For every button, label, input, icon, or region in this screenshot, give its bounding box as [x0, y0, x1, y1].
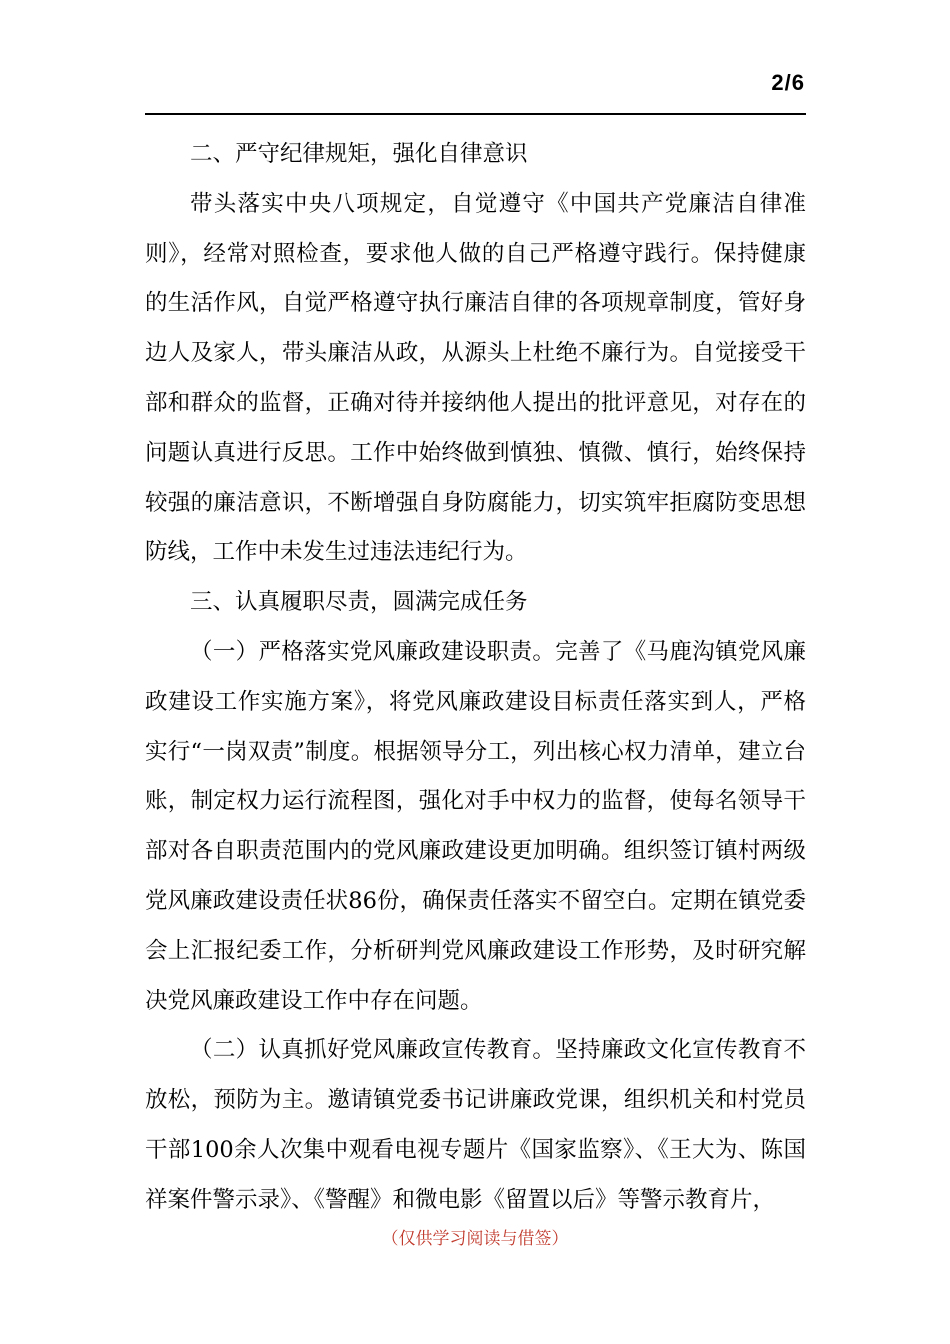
paragraph: （一）严格落实党风廉政建设职责。完善了《马鹿沟镇党风廉政建设工作实施方案》，将党风廉政建设目标责任落实到人，严格实行“一岗双责”制度。根据领导分工，列出核心权力清单，建立台账，制定权力运行流程图，强化对手中权力的监督，使每名领导干部对各自职责范围内的党风廉政建设更加明确。组织签订镇村两级党风廉政建设责任状86份，确保责任落实不留空白。定期在镇党委会上汇报纪委工作，分析研判党风廉政建设工作形势，及时研究解决党风廉政建设工作中存在问题。 — [145, 638, 806, 1014]
footer-note: （仅供学习阅读与借签） — [381, 1229, 569, 1249]
document-body — [145, 130, 806, 1226]
section-heading-2: 二、严守纪律规矩，强化自律意识 — [190, 141, 528, 167]
section-heading-3: 三、认真履职尽责，圆满完成任务 — [190, 589, 528, 616]
paragraph: 带头落实中央八项规定，自觉遵守《中国共产党廉洁自律准则》，经常对照检查，要求他人做的自己严格遵守践行。保持健康的生活作风，自觉严格遵守执行廉洁自律的各项规章制度，管好身边人及家人，带头廉洁从政，从源头上杜绝不廉行为。自觉接受干部和群众的监督，正确对待并接纳他人提出的批评意见，对存在的问题认真进行反思。工作中始终做到慎独、慎微、慎行，始终保持较强的廉洁意识，不断增强自身防腐能力，切实筑牢拒腐防变思想防线，工作中未发生过违法违纪行为。 — [145, 190, 806, 566]
page-number: 2/6 — [771, 70, 805, 95]
header-divider — [145, 113, 806, 115]
paragraph: （二）认真抓好党风廉政宣传教育。坚持廉政文化宣传教育不放松，预防为主。邀请镇党委书记讲廉政党课，组织机关和村党员干部100余人次集中观看电视专题片《国家监察》、《王大为、陈国祥案件警示录》、《警醒》和微电影《留置以后》等警示教育片， — [145, 1037, 806, 1213]
